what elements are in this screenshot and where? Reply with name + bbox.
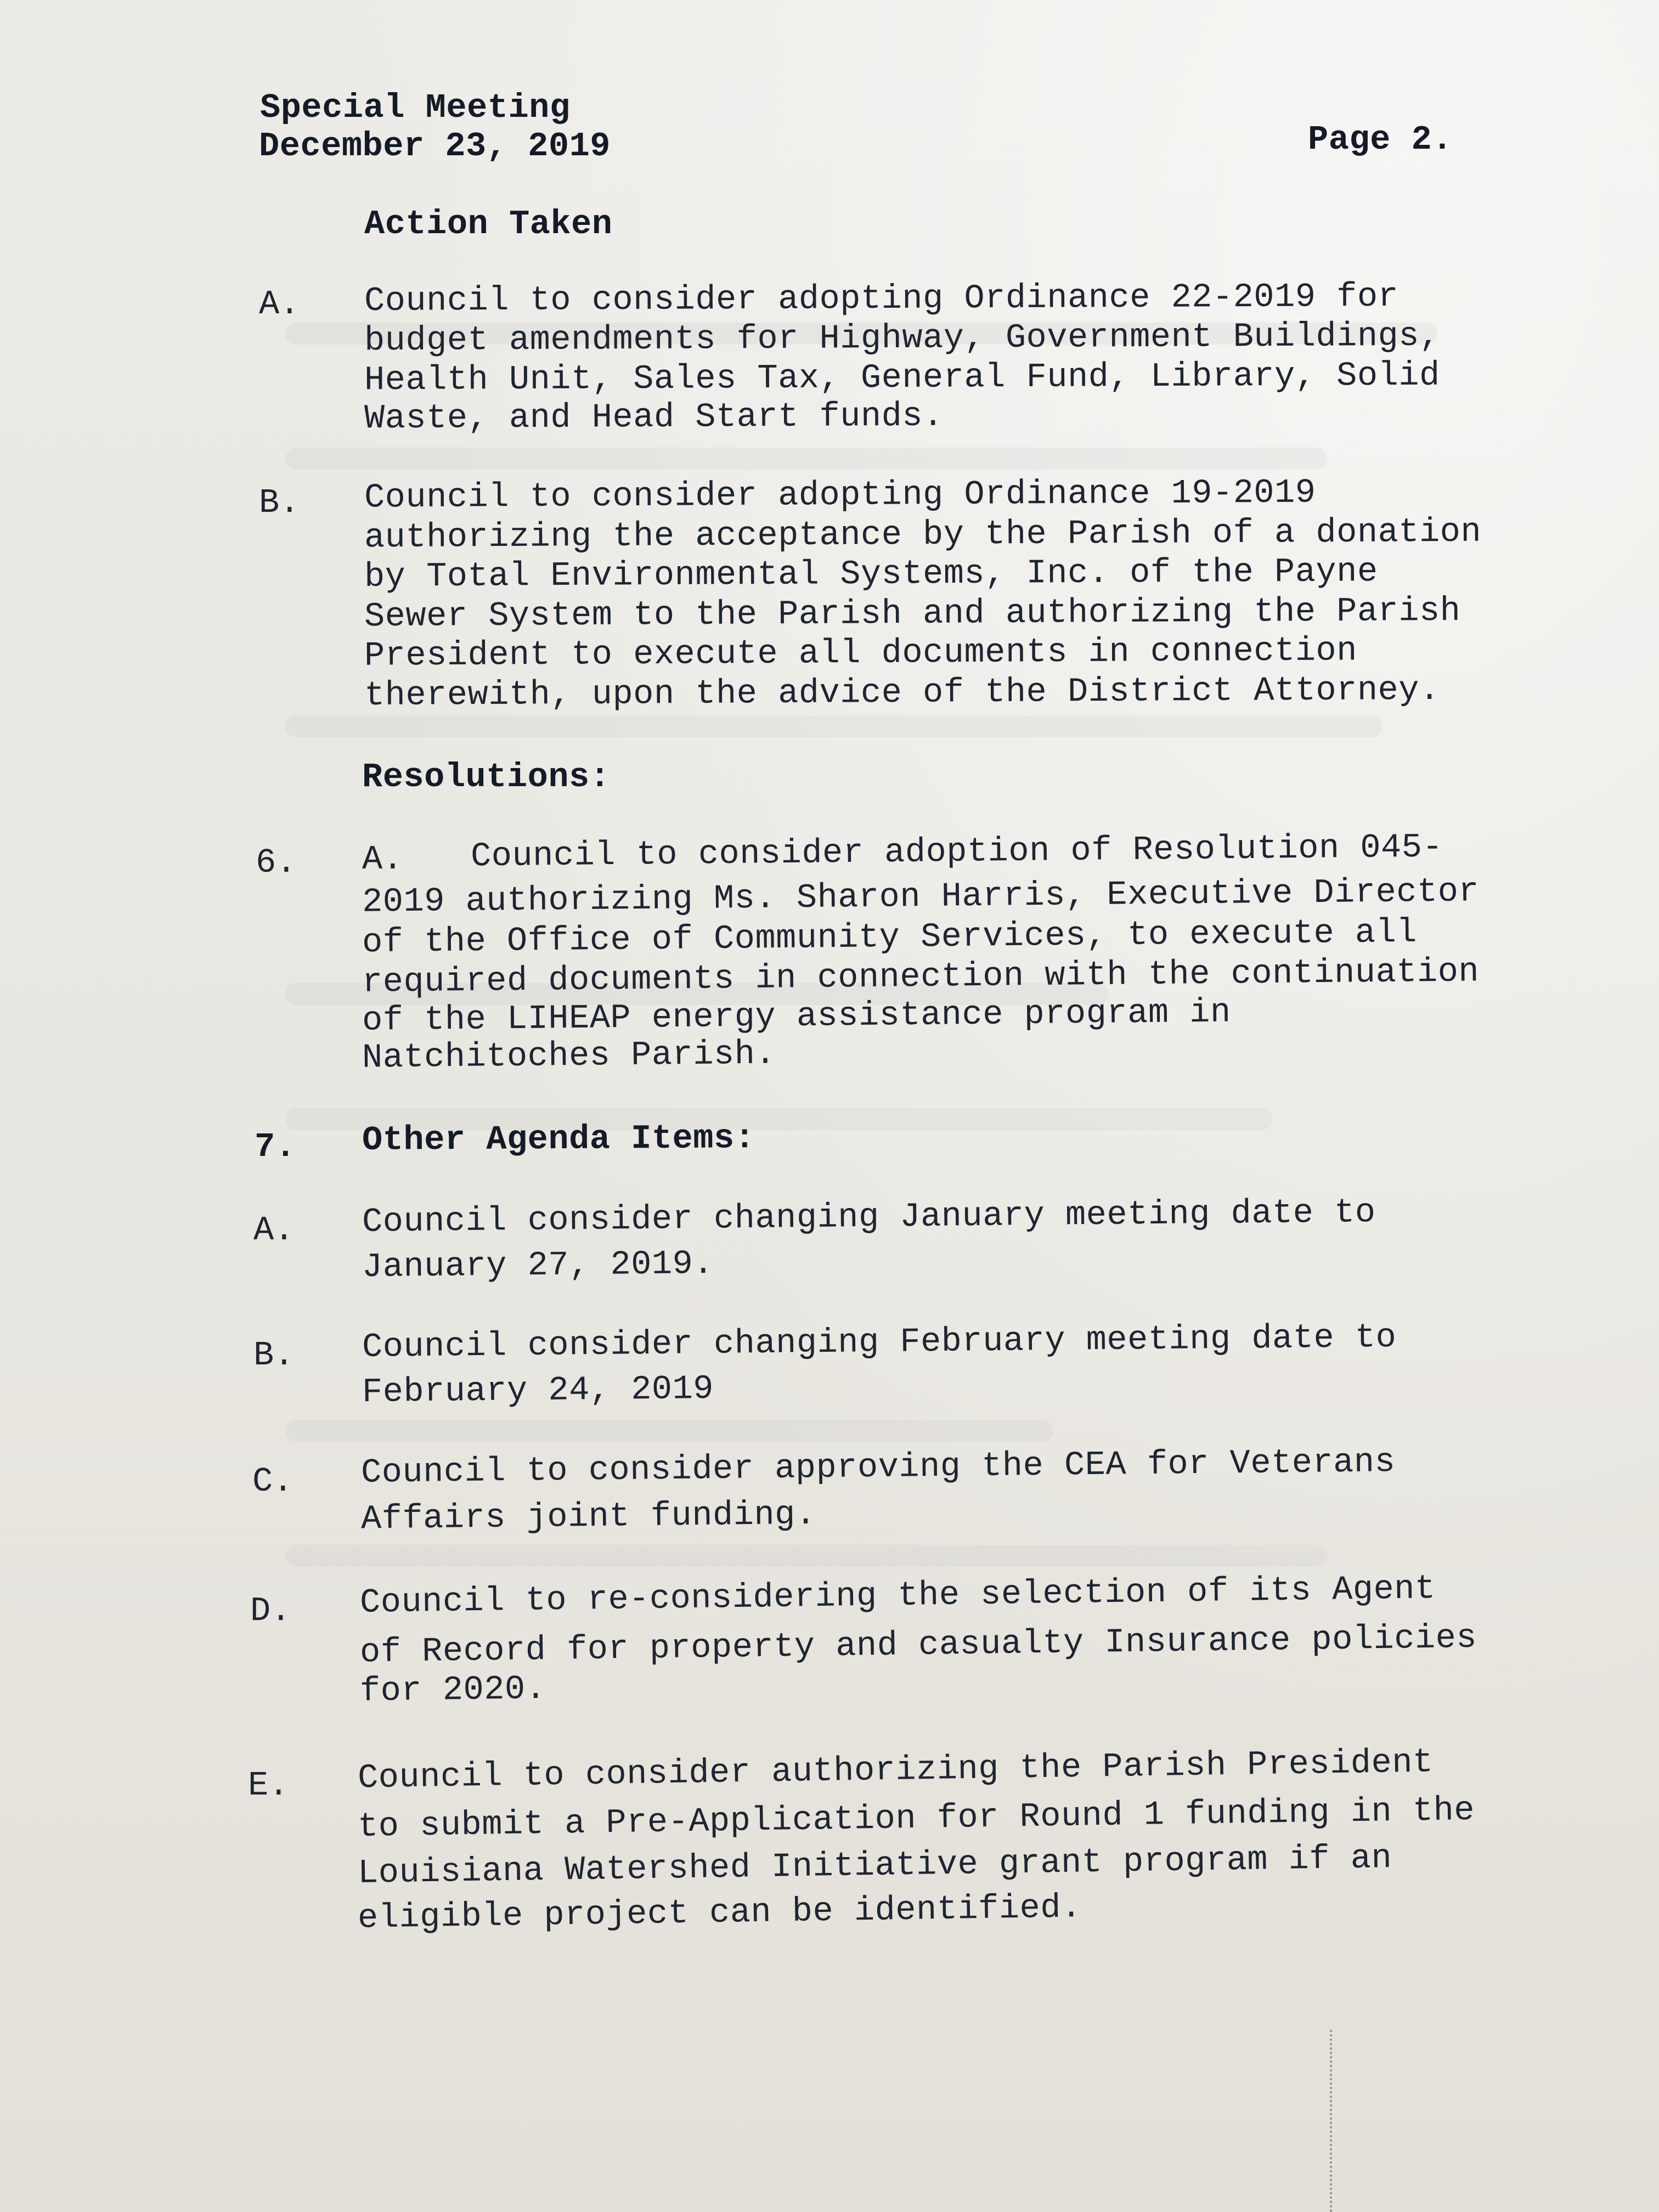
- agenda-item-marker: A.: [253, 1211, 295, 1250]
- text-line: Council to consider adopting Ordinance 19-2019: [364, 473, 1316, 517]
- page-number: Page 2.: [1308, 120, 1453, 159]
- text-line: budget amendments for Highway, Government Buildings,: [364, 316, 1440, 360]
- text-line: January 27, 2019.: [362, 1244, 714, 1287]
- text-line: Sewer System to the Parish and authorizing the Parish: [364, 591, 1461, 636]
- text-line: Council consider changing January meeting date to: [362, 1193, 1376, 1242]
- text-line: President to execute all documents in connection: [364, 631, 1358, 675]
- section-number: 6.: [256, 843, 297, 882]
- text-line: Waste, and Head Start funds.: [364, 396, 944, 438]
- other-agenda-heading: Other Agenda Items:: [362, 1119, 755, 1160]
- text-line: Council to consider approving the CEA for Veterans: [360, 1442, 1396, 1492]
- meeting-title: Special Meeting: [260, 88, 571, 127]
- text-line: of the Office of Community Services, to execute all: [362, 912, 1418, 962]
- action-item-marker: A.: [259, 285, 300, 324]
- text-line: February 24, 2019: [362, 1369, 714, 1412]
- agenda-item-marker: D.: [250, 1592, 291, 1630]
- text-line: Council to consider adopting Ordinance 22-2019 for: [364, 276, 1399, 321]
- perforation-mark: [1330, 2030, 1332, 2212]
- text-line: of the LIHEAP energy assistance program in: [362, 992, 1231, 1040]
- text-line: by Total Environmental Systems, Inc. of the Payne: [364, 552, 1378, 596]
- agenda-item-marker: C.: [252, 1462, 294, 1501]
- resolution-sub-marker: A.: [362, 840, 403, 879]
- text-line: Council to consider adoption of Resolution 045-: [470, 827, 1443, 876]
- text-line: therewith, upon the advice of the District Attorney.: [364, 670, 1440, 715]
- text-line: of Record for property and casualty Insurance policies: [359, 1618, 1477, 1672]
- text-line: Louisiana Watershed Initiative grant program if an: [357, 1838, 1392, 1893]
- resolutions-heading: Resolutions:: [362, 758, 611, 797]
- action-taken-heading: Action Taken: [364, 205, 613, 244]
- section-number: 7.: [255, 1127, 296, 1166]
- agenda-item-marker: B.: [253, 1336, 295, 1375]
- agenda-item-marker: E.: [248, 1766, 289, 1805]
- text-line: Council to re-considering the selection of its Agent: [359, 1569, 1436, 1622]
- text-line: required documents in connection with the continuation: [362, 952, 1480, 1002]
- text-line: authorizing the acceptance by the Parish of a donation: [364, 512, 1482, 557]
- text-line: for 2020.: [359, 1669, 546, 1711]
- text-line: to submit a Pre-Application for Round 1 funding in the: [357, 1790, 1475, 1847]
- text-line: Affairs joint funding.: [360, 1494, 816, 1539]
- text-line: 2019 authorizing Ms. Sharon Harris, Executive Director: [362, 872, 1480, 922]
- text-line: eligible project can be identified.: [357, 1888, 1082, 1938]
- text-line: Council to consider authorizing the Parish President: [357, 1742, 1434, 1798]
- action-item-marker: B.: [259, 483, 300, 522]
- text-line: Health Unit, Sales Tax, General Fund, Library, Solid: [364, 356, 1440, 400]
- text-line: Natchitoches Parish.: [362, 1034, 776, 1077]
- text-line: Council consider changing February meeting date to: [362, 1317, 1397, 1367]
- meeting-date: December 23, 2019: [259, 127, 611, 166]
